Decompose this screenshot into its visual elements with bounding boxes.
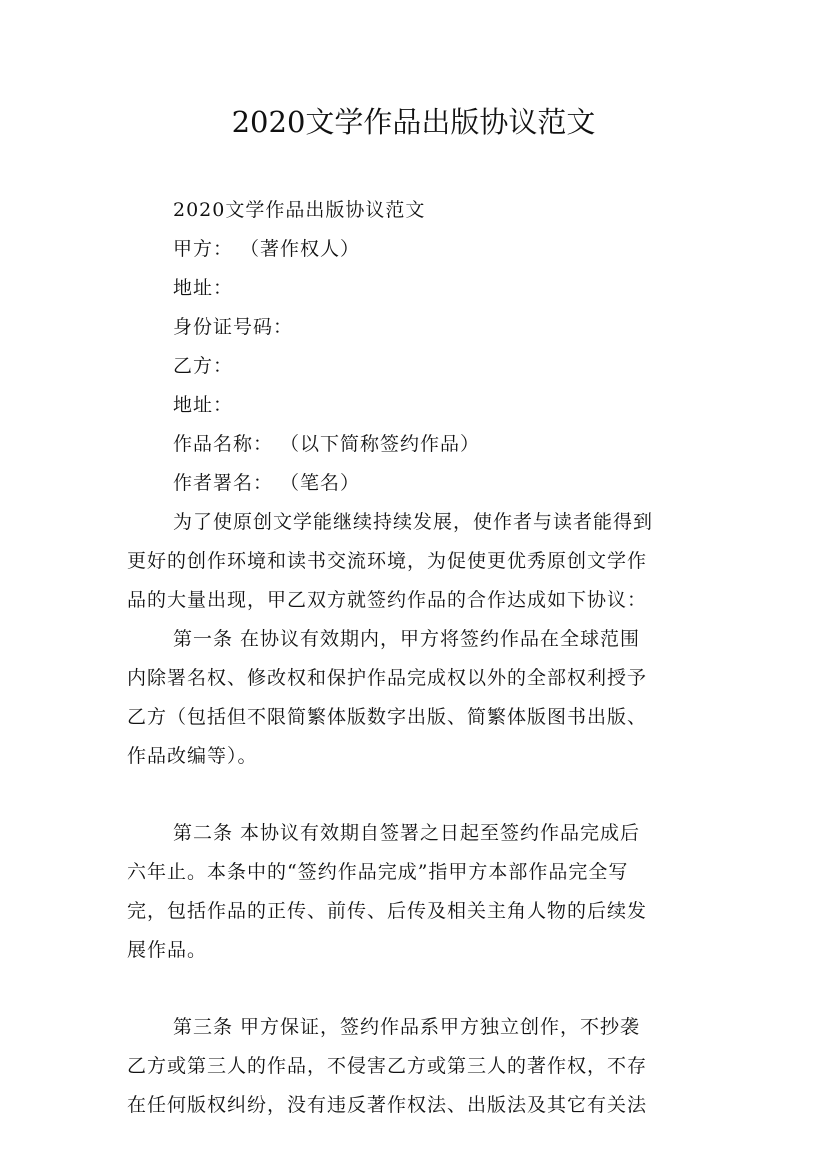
document-body: [127, 191, 717, 1125]
paragraph-spacer: [127, 776, 717, 814]
paragraph-line: 第二条 本协议有效期自签署之日起至签约作品完成后: [173, 822, 641, 844]
paragraph-line: 作品改编等）。: [127, 745, 258, 767]
paragraph-line: 品的大量出现，甲乙双方就签约作品的合作达成如下协议：: [127, 589, 648, 611]
work-title-line: 作品名称： （以下简称签约作品）: [173, 433, 481, 455]
article-2-paragraph: [127, 814, 717, 970]
party-a-line: 甲方： （著作权人）: [173, 238, 361, 260]
address-b-line: 地址：: [173, 394, 234, 416]
article-3-paragraph: [127, 1008, 717, 1125]
address-a-line: 地址：: [173, 277, 234, 299]
pen-name-line: 作者署名： （笔名）: [173, 472, 361, 494]
paragraph-line: 更好的创作环境和读书交流环境，为促使更优秀原创文学作: [127, 550, 648, 572]
article-1-paragraph: [127, 620, 717, 776]
party-b-line: 乙方：: [173, 355, 234, 377]
intro-paragraph: [127, 503, 717, 620]
paragraph-line: 完，包括作品的正传、前传、后传及相关主角人物的后续发: [127, 900, 648, 922]
paragraph-spacer: [127, 970, 717, 1008]
paragraph-line: 展作品。: [127, 939, 208, 961]
paragraph-line: 内除署名权、修改权和保护作品完成权以外的全部权利授予: [127, 667, 648, 689]
paragraph-line: 为了使原创文学能继续持续发展，使作者与读者能得到: [173, 511, 654, 533]
paragraph-line: 第一条 在协议有效期内，甲方将签约作品在全球范围: [173, 628, 641, 650]
paragraph-line: 六年止。本条中的“签约作品完成”指甲方本部作品完全写: [127, 861, 629, 883]
document-title: 2020文学作品出版协议范文: [231, 105, 596, 139]
subtitle-line: 2020文学作品出版协议范文: [173, 199, 426, 221]
paragraph-line: 乙方或第三人的作品，不侵害乙方或第三人的著作权，不存: [127, 1055, 648, 1077]
paragraph-line: 乙方（包括但不限简繁体版数字出版、简繁体版图书出版、: [127, 706, 648, 728]
paragraph-line: 第三条 甲方保证，签约作品系甲方独立创作，不抄袭: [173, 1016, 641, 1038]
paragraph-line: 在任何版权纠纷，没有违反著作权法、出版法及其它有关法: [127, 1094, 648, 1116]
id-number-line: 身份证号码：: [173, 316, 294, 338]
